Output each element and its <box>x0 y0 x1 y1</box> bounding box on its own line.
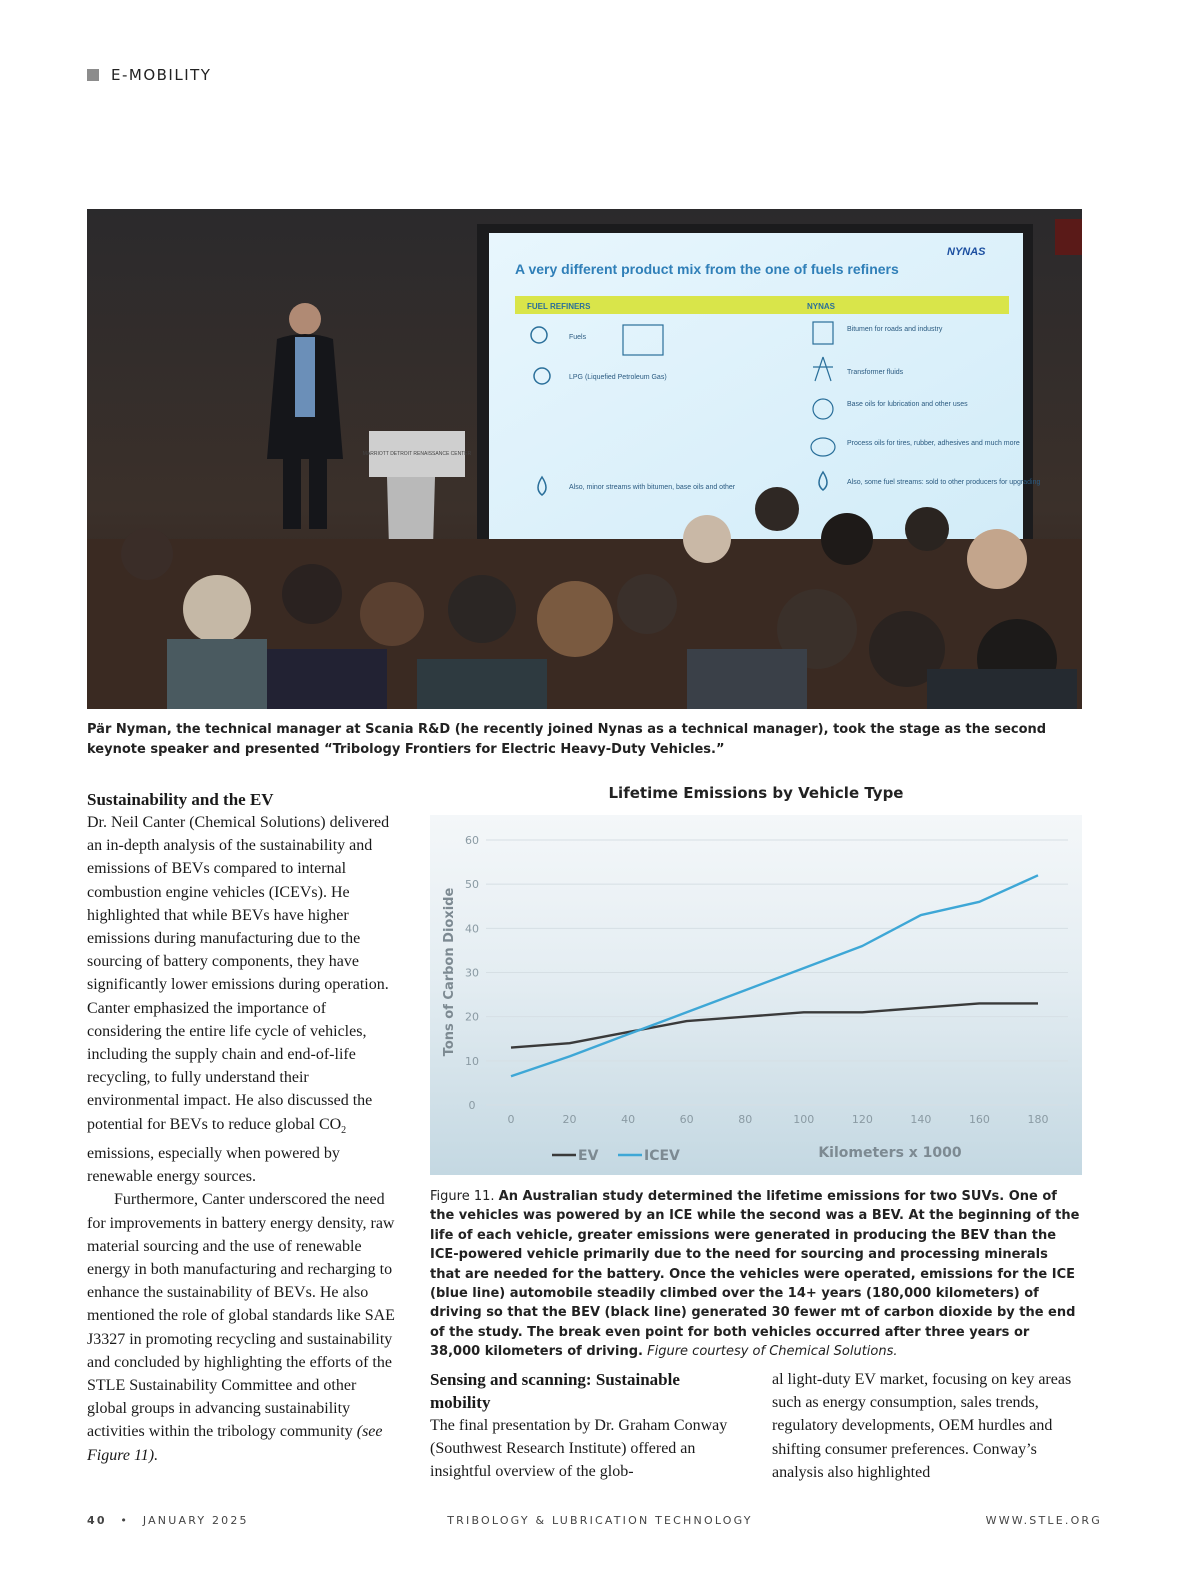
figure-caption-text: An Australian study determined the lifetime emissions for two SUVs. One of the vehicles was powered by an ICE while the second was a BEV. At the beginning of the life of each vehicle, greater emissions were generated in producing the BEV than the ICE-powered vehicle primarily due to the need for sourcing and processing minerals that are needed for the battery. Once the vehicles were operated, emissions for the ICE (blue line) automobile steadily climbed over the 14+ years (180,000 kilometers) of driving so that the BEV (black line) generated 30 fewer mt of carbon dioxide by the end of the study. The break even point for both vehicles occurred after three years or 38,000 kilometers of driving. <box>430 1189 1080 1360</box>
left-column <box>87 788 397 1467</box>
section-heading-sustainability: Sustainability and the EV <box>87 790 274 809</box>
x-tick-label-60: 60 <box>679 1113 694 1126</box>
chart-title: Lifetime Emissions by Vehicle Type <box>608 784 904 802</box>
x-tick-label-160: 160 <box>968 1113 990 1126</box>
slide-left-item-1: Fuels <box>569 334 587 341</box>
y-tick-label-10: 10 <box>465 1054 479 1068</box>
footer-publication: TRIBOLOGY & LUBRICATION TECHNOLOGY <box>447 1514 753 1527</box>
slide-right-item-5: Also, some fuel streams: sold to other producers for upgrading <box>847 479 1041 486</box>
issue-date: JANUARY 2025 <box>142 1514 249 1527</box>
x-tick-label-140: 140 <box>910 1113 932 1126</box>
series-line-icev <box>511 875 1038 1076</box>
legend-label-icev: ICEV <box>644 1148 680 1164</box>
paragraph-1-end: emissions, especially when powered by renewable energy sources. <box>87 1145 340 1186</box>
right-paragraph: al light-duty EV market, focusing on key areas such as energy consumption, sales trends, regulatory developments, OEM hurdles and shifting consumer preferences. Conway’s analysis also highlighted <box>772 1371 1072 1481</box>
y-axis-label: Tons of Carbon Dioxide <box>442 887 457 1057</box>
y-tick-label-20: 20 <box>465 1010 479 1024</box>
emissions-chart-svg <box>430 815 1082 1175</box>
slide-col1-header: FUEL REFINERS <box>527 302 591 311</box>
slide-left-item-3: Also, minor streams with bitumen, base oils and other <box>569 484 736 491</box>
x-tick-label-20: 20 <box>562 1113 577 1126</box>
right-column <box>772 1368 1082 1484</box>
keynote-photo <box>87 209 1082 709</box>
slide-left-item-2: LPG (Liquefied Petroleum Gas) <box>569 374 667 381</box>
footer-separator: • <box>120 1514 130 1527</box>
x-tick-label-100: 100 <box>793 1113 815 1126</box>
slide-logo: NYNAS <box>947 246 986 258</box>
y-tick-label-30: 30 <box>465 966 479 980</box>
slide-right-item-1: Bitumen for roads and industry <box>847 326 943 333</box>
slide-right-item-2: Transformer fluids <box>847 369 904 376</box>
section-label <box>87 66 211 84</box>
podium-text: MARRIOTT DETROIT RENAISSANCE CENTER <box>362 451 472 457</box>
paragraph-1 <box>87 811 397 1188</box>
section-square-icon <box>87 69 99 81</box>
y-tick-label-0: 0 <box>468 1099 476 1112</box>
slide-col2-header: NYNAS <box>807 302 836 311</box>
paragraph-2-text: Furthermore, Canter underscored the need for improvements in battery energy density, raw material sourcing and the use of renewable energy in both manufacturing and recharging to enhance the sustainability of BEVs. He also mentioned the role of global standards like SAE J3327 in promoting recycling and sustainability and concluded by highlighting the efforts of the STLE Sustainability Committee and other global groups in advancing sustainability activities within the tribology community <box>87 1191 395 1441</box>
x-tick-label-40: 40 <box>621 1113 636 1126</box>
footer-website: WWW.STLE.ORG <box>985 1514 1102 1527</box>
page-number: 40 <box>87 1514 107 1527</box>
section-label-text: E-MOBILITY <box>111 66 212 84</box>
x-tick-label-0: 0 <box>507 1113 515 1126</box>
middle-column <box>430 1368 730 1484</box>
figure-credit: Figure courtesy of Chemical Solutions. <box>647 1344 898 1360</box>
presentation-slide <box>489 233 1023 539</box>
figure-caption <box>430 1187 1082 1362</box>
photo-caption: Pär Nyman, the technical manager at Scania R&D (he recently joined Nynas as a technical manager), took the stage as the second keynote speaker and presented “Tribology Frontiers for Electric Heavy-Duty Vehicles.” <box>87 722 1047 757</box>
figure-label: Figure 11. <box>430 1189 495 1204</box>
x-axis-label: Kilometers x 1000 <box>818 1145 962 1161</box>
emissions-chart <box>430 815 1082 1175</box>
middle-paragraph: The final presentation by Dr. Graham Conway (Southwest Research Institute) offered an insightful overview of the glob- <box>430 1417 728 1481</box>
paragraph-1-text: Dr. Neil Canter (Chemical Solutions) delivered an in-depth analysis of the sustainability and emissions of BEVs compared to internal combustion engine vehicles (ICEVs). He highlighted that while BEVs have higher emissions during manufacturing due to the sourcing of battery components, they have significantly lower emissions during operation. Canter emphasized the importance of considering the entire life cycle of vehicles, including the supply chain and end-of-life recycling, to fully understand their environmental impact. He also discussed the potential for BEVs to reduce global CO <box>87 814 390 1133</box>
legend-label-ev: EV <box>578 1148 599 1164</box>
x-tick-label-80: 80 <box>738 1113 753 1126</box>
y-tick-label-40: 40 <box>465 922 479 936</box>
x-tick-label-180: 180 <box>1027 1113 1049 1126</box>
co2-subscript: 2 <box>341 1124 347 1136</box>
paragraph-2 <box>87 1188 397 1466</box>
section-heading-sensing: Sensing and scanning: Sustainable mobility <box>430 1370 680 1412</box>
series-line-ev <box>511 1003 1038 1047</box>
slide-right-item-4: Process oils for tires, rubber, adhesives and much more <box>847 440 1020 447</box>
slide-right-item-3: Base oils for lubrication and other uses <box>847 401 968 408</box>
y-tick-label-60: 60 <box>465 834 479 847</box>
slide-title: A very different product mix from the one of fuels refiners <box>515 261 899 277</box>
y-tick-label-50: 50 <box>465 878 479 892</box>
figure-reference: (see Figure 11). <box>87 1423 383 1464</box>
x-tick-label-120: 120 <box>851 1113 873 1126</box>
